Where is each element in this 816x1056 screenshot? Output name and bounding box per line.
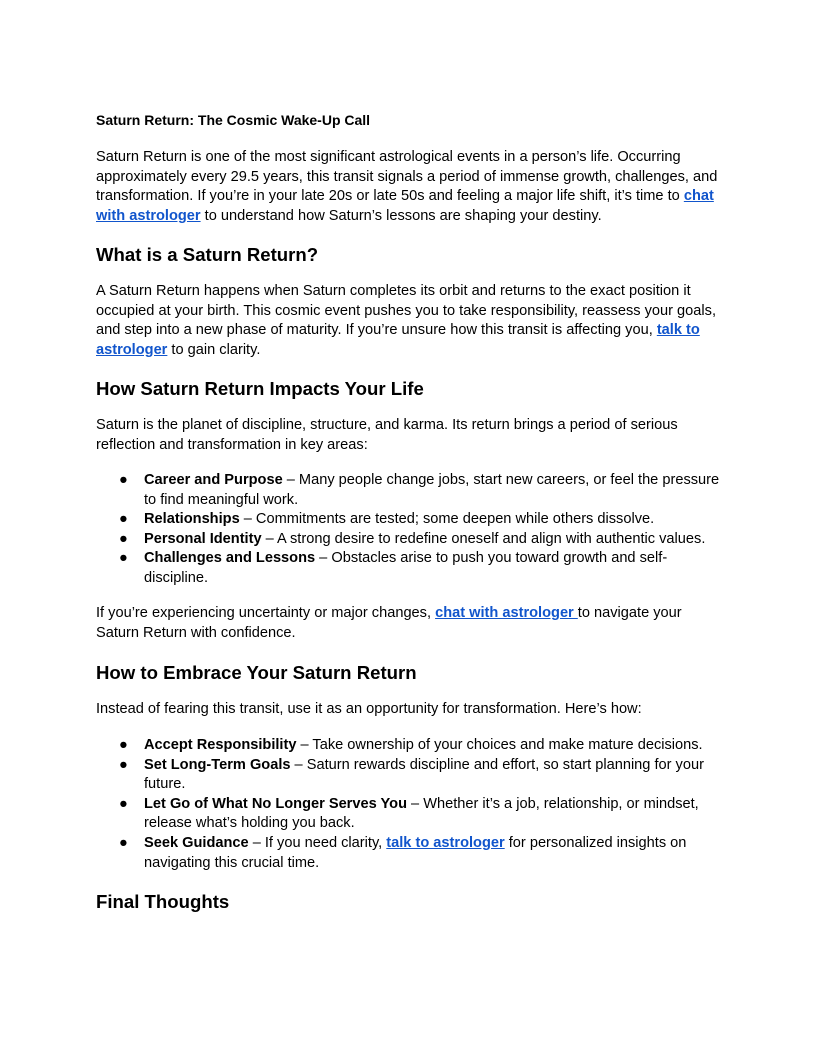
impacts-list bbox=[96, 471, 720, 589]
bullet-icon: ● bbox=[119, 530, 128, 547]
bullet-icon: ● bbox=[119, 472, 128, 488]
intro-paragraph: Saturn Return is one of the most significant astrological events in a person’s life. Occurring approximately every 29.5 years, this transit signals a period of immense growth, challenges, and transformation. If you’re in your late 20s or late 50s and feeling a major life shift, it’s time to chat with astrologer to understand how Saturn’s lessons are shaping your destiny. bbox=[96, 149, 718, 224]
chat-with-astrologer-link[interactable]: chat with astrologer bbox=[96, 188, 714, 224]
list-item: ● Relationships – Commitments are tested; some deepen while others dissolve. bbox=[96, 510, 720, 530]
heading-what-is-saturn-return: What is a Saturn Return? bbox=[96, 244, 319, 265]
list-item: ● Accept Responsibility – Take ownership of your choices and make mature decisions. bbox=[96, 736, 720, 756]
section2-intro: Saturn is the planet of discipline, structure, and karma. Its return brings a period of serious reflection and transformation in key areas: bbox=[96, 417, 678, 453]
section1-paragraph: A Saturn Return happens when Saturn completes its orbit and returns to the exact position it occupied at your birth. This cosmic event pushes you to take responsibility, reassess your goals, and step into a new phase of maturity. If you’re unsure how this transit is affecting you, talk to astrologer to gain clarity. bbox=[96, 283, 716, 358]
embrace-list bbox=[96, 736, 720, 873]
bullet-icon: ● bbox=[119, 756, 128, 773]
section3-intro: Instead of fearing this transit, use it as an opportunity for transformation. Here’s how: bbox=[96, 701, 642, 717]
list-item: ● Let Go of What No Longer Serves You – Whether it’s a job, relationship, or mindset, release what’s holding you back. bbox=[119, 795, 699, 832]
heading-embrace: How to Embrace Your Saturn Return bbox=[96, 662, 417, 683]
talk-to-astrologer-link[interactable]: talk to astrologer bbox=[96, 322, 700, 358]
list-item: ● Challenges and Lessons – Obstacles arise to push you toward growth and self-discipline. bbox=[119, 550, 668, 586]
heading-final-thoughts: Final Thoughts bbox=[96, 891, 230, 912]
list-item: ● Career and Purpose – Many people change jobs, start new careers, or feel the pressure to find meaningful work. bbox=[119, 472, 720, 508]
list-item: ● Seek Guidance – If you need clarity, talk to astrologer for personalized insights on navigating this crucial time. bbox=[119, 834, 687, 871]
bullet-icon: ● bbox=[119, 511, 128, 528]
bullet-icon: ● bbox=[119, 795, 128, 812]
bullet-icon: ● bbox=[119, 737, 128, 753]
list-item: ● Set Long-Term Goals – Saturn rewards discipline and effort, so start planning for your future. bbox=[119, 756, 704, 793]
chat-with-astrologer-link-2[interactable]: chat with astrologer bbox=[435, 605, 578, 621]
document-title: Saturn Return: The Cosmic Wake-Up Call bbox=[96, 112, 371, 128]
list-item: ● Personal Identity – A strong desire to redefine oneself and align with authentic values. bbox=[96, 530, 720, 550]
talk-to-astrologer-link-2[interactable]: talk to astrologer bbox=[386, 834, 505, 851]
bullet-icon: ● bbox=[119, 834, 128, 851]
heading-impacts: How Saturn Return Impacts Your Life bbox=[96, 378, 424, 399]
bullet-icon: ● bbox=[119, 550, 128, 567]
section2-outro: If you’re experiencing uncertainty or major changes, chat with astrologer to navigate your Saturn Return with confidence. bbox=[96, 605, 682, 641]
